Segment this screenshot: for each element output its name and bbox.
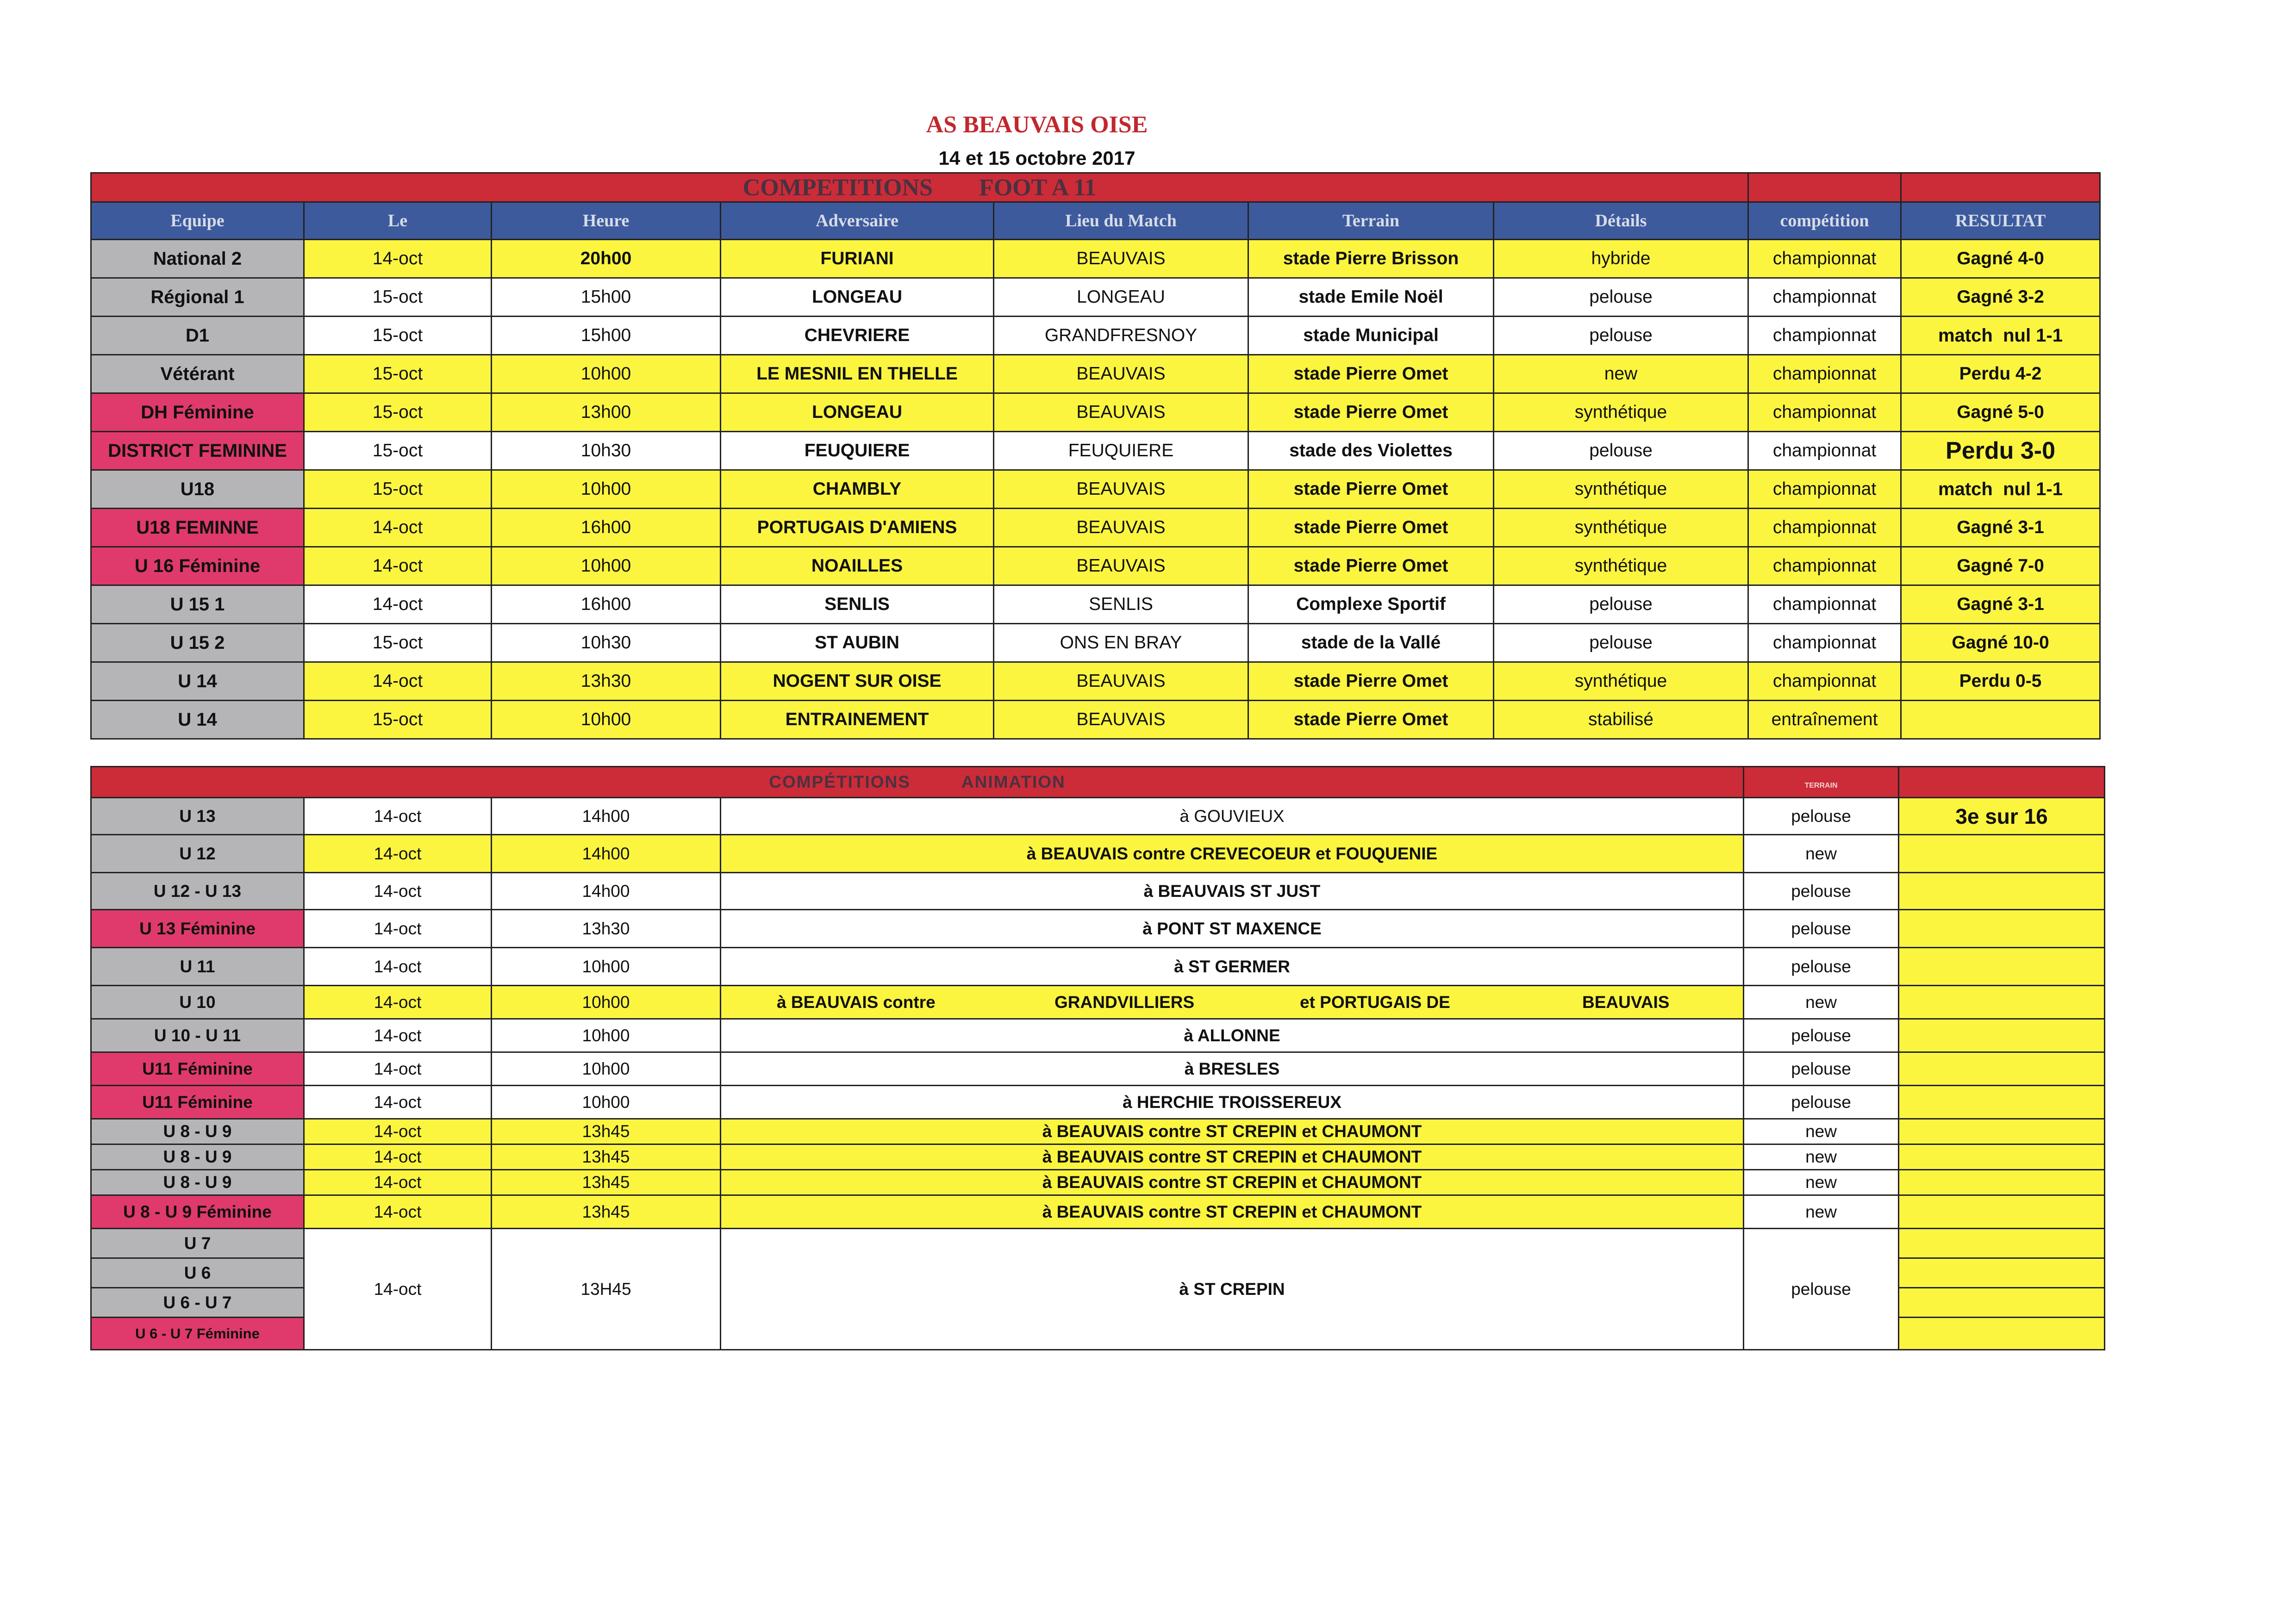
- team-cell: U 10: [91, 986, 304, 1019]
- date-cell: 14-oct: [304, 1195, 492, 1229]
- result-cell: [1901, 701, 2100, 739]
- ground-cell: stade Pierre Omet: [1248, 355, 1494, 393]
- match-cell: à ALLONNE: [721, 1019, 1744, 1052]
- result-cell: [1899, 1195, 2105, 1229]
- ground-cell: stade de la Vallé: [1248, 624, 1494, 662]
- opponent-cell: ST AUBIN: [721, 624, 994, 662]
- time-cell: 10h00: [492, 1052, 721, 1086]
- result-cell: [1899, 1119, 2105, 1144]
- team-cell: DH Féminine: [91, 393, 304, 432]
- result-cell: match nul 1-1: [1901, 470, 2100, 509]
- ground-cell: pelouse: [1744, 1086, 1899, 1119]
- team-cell: DISTRICT FEMININE: [91, 432, 304, 470]
- place-cell: SENLIS: [994, 585, 1248, 624]
- date-cell: 14-oct: [304, 1052, 492, 1086]
- foot11-banner-left: COMPETITIONS: [742, 174, 933, 201]
- opponent-cell: NOAILLES: [721, 547, 994, 585]
- place-cell: FEUQUIERE: [994, 432, 1248, 470]
- ground-cell: stade Pierre Omet: [1248, 470, 1494, 509]
- match-cell: à BEAUVAIS contre ST CREPIN et CHAUMONT: [721, 1119, 1744, 1144]
- team-cell: U 8 - U 9 Féminine: [91, 1195, 304, 1229]
- table-row: [91, 835, 2105, 873]
- ground-cell: stade Pierre Omet: [1248, 393, 1494, 432]
- competition-cell: championnat: [1748, 278, 1901, 317]
- table-row: [91, 986, 2105, 1019]
- team-cell: U 8 - U 9: [91, 1170, 304, 1195]
- animation-table: [90, 766, 2105, 1350]
- details-cell: synthétique: [1494, 393, 1748, 432]
- time-cell: 15h00: [492, 278, 721, 317]
- place-cell: BEAUVAIS: [994, 393, 1248, 432]
- ground-cell: stade des Violettes: [1248, 432, 1494, 470]
- opponent-cell: ENTRAINEMENT: [721, 701, 994, 739]
- opponent-cell: LONGEAU: [721, 278, 994, 317]
- col-header-competition: compétition: [1748, 202, 1901, 240]
- place-cell: BEAUVAIS: [994, 547, 1248, 585]
- date-cell: 14-oct: [304, 1170, 492, 1195]
- ground-cell: stade Municipal: [1248, 317, 1494, 355]
- ground-cell: stade Pierre Omet: [1248, 701, 1494, 739]
- date-cell: 14-oct: [304, 835, 492, 873]
- opponent-cell: NOGENT SUR OISE: [721, 662, 994, 701]
- ground-cell: stade Pierre Brisson: [1248, 240, 1494, 278]
- animation-banner: [91, 767, 2105, 798]
- result-cell: [1899, 910, 2105, 948]
- team-cell: U 14: [91, 662, 304, 701]
- team-cell: National 2: [91, 240, 304, 278]
- ground-cell: new: [1744, 1195, 1899, 1229]
- details-cell: synthétique: [1494, 509, 1748, 547]
- match-cell: [721, 986, 1744, 1019]
- team-cell: D1: [91, 317, 304, 355]
- animation-banner-right: ANIMATION: [961, 772, 1066, 791]
- ground-cell: pelouse: [1744, 873, 1899, 910]
- place-cell: BEAUVAIS: [994, 470, 1248, 509]
- opponent-cell: LONGEAU: [721, 393, 994, 432]
- result-cell: [1899, 835, 2105, 873]
- table-row: [91, 317, 2100, 355]
- date-cell: 15-oct: [304, 317, 492, 355]
- competition-cell: championnat: [1748, 509, 1901, 547]
- col-header-resultat: RESULTAT: [1901, 202, 2100, 240]
- result-cell: [1899, 1052, 2105, 1086]
- table-row: [91, 1086, 2105, 1119]
- team-cell: U18: [91, 470, 304, 509]
- opponent-cell: FEUQUIERE: [721, 432, 994, 470]
- details-cell: synthétique: [1494, 662, 1748, 701]
- date-cell: 14-oct: [304, 873, 492, 910]
- animation-banner-left: COMPÉTITIONS: [769, 772, 911, 791]
- table-row: [91, 1052, 2105, 1086]
- result-cell: Perdu 4-2: [1901, 355, 2100, 393]
- result-cell: Gagné 3-1: [1901, 509, 2100, 547]
- team-cell: U 13 Féminine: [91, 910, 304, 948]
- col-header-equipe: Equipe: [91, 202, 304, 240]
- team-cell: U 12: [91, 835, 304, 873]
- date-cell: 14-oct: [304, 547, 492, 585]
- col-header-le: Le: [304, 202, 492, 240]
- table-row: [91, 910, 2105, 948]
- table-row: [91, 393, 2100, 432]
- team-cell: U11 Féminine: [91, 1052, 304, 1086]
- result-cell: [1899, 1288, 2105, 1318]
- team-cell: U 10 - U 11: [91, 1019, 304, 1052]
- table-row: [91, 432, 2100, 470]
- date-cell: 14-oct: [304, 1119, 492, 1144]
- time-cell: 13h45: [492, 1170, 721, 1195]
- competition-cell: championnat: [1748, 547, 1901, 585]
- ground-cell: new: [1744, 1170, 1899, 1195]
- competition-cell: championnat: [1748, 585, 1901, 624]
- time-cell: 13h30: [492, 910, 721, 948]
- time-cell: 10h00: [492, 948, 721, 986]
- result-cell: Gagné 7-0: [1901, 547, 2100, 585]
- place-cell: BEAUVAIS: [994, 355, 1248, 393]
- time-cell: 15h00: [492, 317, 721, 355]
- result-cell: [1899, 1170, 2105, 1195]
- ground-cell: pelouse: [1744, 798, 1899, 835]
- time-cell: 14h00: [492, 798, 721, 835]
- result-cell: Gagné 10-0: [1901, 624, 2100, 662]
- team-cell: U 15 1: [91, 585, 304, 624]
- col-header-details: Détails: [1494, 202, 1748, 240]
- ground-cell: pelouse: [1744, 910, 1899, 948]
- details-cell: pelouse: [1494, 317, 1748, 355]
- table-row: [91, 585, 2100, 624]
- time-cell: 10h00: [492, 1086, 721, 1119]
- match-cell: à ST CREPIN: [721, 1229, 1744, 1350]
- table-row: [91, 1195, 2105, 1229]
- time-cell: 13h45: [492, 1195, 721, 1229]
- team-cell: U 13: [91, 798, 304, 835]
- table-row: [91, 948, 2105, 986]
- team-cell: U 6 - U 7: [91, 1288, 304, 1318]
- details-cell: stabilisé: [1494, 701, 1748, 739]
- date-cell: 14-oct: [304, 798, 492, 835]
- result-cell: [1899, 873, 2105, 910]
- result-cell: [1899, 986, 2105, 1019]
- team-cell: U 6: [91, 1258, 304, 1288]
- table-row: [91, 873, 2105, 910]
- date-cell: 15-oct: [304, 624, 492, 662]
- match-cell: à BEAUVAIS contre ST CREPIN et CHAUMONT: [721, 1170, 1744, 1195]
- details-cell: synthétique: [1494, 470, 1748, 509]
- date-cell: 14-oct: [304, 948, 492, 986]
- col-header-terrain: Terrain: [1248, 202, 1494, 240]
- competition-cell: championnat: [1748, 662, 1901, 701]
- result-cell: Gagné 5-0: [1901, 393, 2100, 432]
- date-cell: 14-oct: [304, 1144, 492, 1170]
- result-cell: Gagné 3-1: [1901, 585, 2100, 624]
- details-cell: new: [1494, 355, 1748, 393]
- time-cell: 14h00: [492, 873, 721, 910]
- match-cell: à BEAUVAIS contre ST CREPIN et CHAUMONT: [721, 1144, 1744, 1170]
- time-cell: 10h00: [492, 355, 721, 393]
- details-cell: synthétique: [1494, 547, 1748, 585]
- date-cell: 14-oct: [304, 1229, 492, 1350]
- team-cell: U18 FEMINNE: [91, 509, 304, 547]
- team-cell: U 8 - U 9: [91, 1144, 304, 1170]
- table-row: [91, 1170, 2105, 1195]
- result-cell: [1899, 1318, 2105, 1350]
- competition-cell: championnat: [1748, 317, 1901, 355]
- result-cell: Perdu 0-5: [1901, 662, 2100, 701]
- time-cell: 13h45: [492, 1119, 721, 1144]
- team-cell: U11 Féminine: [91, 1086, 304, 1119]
- table-row: [91, 1144, 2105, 1170]
- team-cell: U 11: [91, 948, 304, 986]
- table-row: [91, 547, 2100, 585]
- table-row: [91, 798, 2105, 835]
- foot11-banner: [91, 173, 2100, 202]
- team-cell: U 14: [91, 701, 304, 739]
- time-cell: 10h00: [492, 986, 721, 1019]
- ground-cell: new: [1744, 1144, 1899, 1170]
- competition-cell: championnat: [1748, 470, 1901, 509]
- details-cell: pelouse: [1494, 432, 1748, 470]
- foot11-table: [90, 172, 2101, 740]
- time-cell: 13h30: [492, 662, 721, 701]
- result-cell: match nul 1-1: [1901, 317, 2100, 355]
- date-cell: 15-oct: [304, 278, 492, 317]
- opponent-cell: CHEVRIERE: [721, 317, 994, 355]
- team-cell: U 8 - U 9: [91, 1119, 304, 1144]
- date-cell: 14-oct: [304, 910, 492, 948]
- ground-cell: stade Pierre Omet: [1248, 662, 1494, 701]
- match-part: à BEAUVAIS contre: [777, 992, 936, 1012]
- match-cell: à BEAUVAIS ST JUST: [721, 873, 1744, 910]
- table-row: [91, 509, 2100, 547]
- table-row: [91, 1119, 2105, 1144]
- match-cell: à BEAUVAIS contre CREVECOEUR et FOUQUENIE: [721, 835, 1744, 873]
- place-cell: BEAUVAIS: [994, 701, 1248, 739]
- time-cell: 14h00: [492, 835, 721, 873]
- date-cell: 14-oct: [304, 662, 492, 701]
- ground-cell: new: [1744, 1119, 1899, 1144]
- place-cell: GRANDFRESNOY: [994, 317, 1248, 355]
- date-cell: 14-oct: [304, 585, 492, 624]
- time-cell: 10h00: [492, 470, 721, 509]
- date-cell: 15-oct: [304, 470, 492, 509]
- date-cell: 15-oct: [304, 393, 492, 432]
- result-cell: [1899, 1086, 2105, 1119]
- foot11-banner-blank: [1748, 173, 1901, 202]
- foot11-banner-blank: [1901, 173, 2100, 202]
- opponent-cell: SENLIS: [721, 585, 994, 624]
- table-row: [91, 662, 2100, 701]
- date-cell: 14-oct: [304, 1086, 492, 1119]
- competition-cell: championnat: [1748, 432, 1901, 470]
- opponent-cell: CHAMBLY: [721, 470, 994, 509]
- animation-banner-blank: [1899, 767, 2105, 798]
- result-cell: Gagné 4-0: [1901, 240, 2100, 278]
- col-header-lieu: Lieu du Match: [994, 202, 1248, 240]
- table-row: [91, 1019, 2105, 1052]
- table-row: [91, 355, 2100, 393]
- ground-cell: pelouse: [1744, 1229, 1899, 1350]
- date-cell: 15-oct: [304, 432, 492, 470]
- ground-cell: stade Emile Noël: [1248, 278, 1494, 317]
- opponent-cell: LE MESNIL EN THELLE: [721, 355, 994, 393]
- time-cell: 13h45: [492, 1144, 721, 1170]
- result-cell: [1899, 1258, 2105, 1288]
- details-cell: hybride: [1494, 240, 1748, 278]
- date-cell: 14-oct: [304, 240, 492, 278]
- competition-cell: championnat: [1748, 240, 1901, 278]
- competition-cell: championnat: [1748, 393, 1901, 432]
- date-cell: 15-oct: [304, 701, 492, 739]
- table-row: [91, 624, 2100, 662]
- place-cell: BEAUVAIS: [994, 240, 1248, 278]
- match-part: et PORTUGAIS DE: [1300, 992, 1450, 1012]
- match-part: GRANDVILLIERS: [1054, 992, 1195, 1012]
- result-cell: [1899, 1019, 2105, 1052]
- ground-cell: pelouse: [1744, 1019, 1899, 1052]
- competition-cell: entraînement: [1748, 701, 1901, 739]
- match-part: BEAUVAIS: [1582, 992, 1670, 1012]
- team-cell: U 12 - U 13: [91, 873, 304, 910]
- team-cell: U 7: [91, 1229, 304, 1258]
- match-cell: à GOUVIEUX: [721, 798, 1744, 835]
- table-row: [91, 240, 2100, 278]
- opponent-cell: FURIANI: [721, 240, 994, 278]
- col-header-adversaire: Adversaire: [721, 202, 994, 240]
- match-cell: à PONT ST MAXENCE: [721, 910, 1744, 948]
- time-cell: 13H45: [492, 1229, 721, 1350]
- place-cell: BEAUVAIS: [994, 509, 1248, 547]
- time-cell: 20h00: [492, 240, 721, 278]
- ground-cell: pelouse: [1744, 948, 1899, 986]
- match-cell: à ST GERMER: [721, 948, 1744, 986]
- foot11-header-row: [91, 202, 2100, 240]
- place-cell: ONS EN BRAY: [994, 624, 1248, 662]
- match-cell: à HERCHIE TROISSEREUX: [721, 1086, 1744, 1119]
- team-cell: Vétérant: [91, 355, 304, 393]
- opponent-cell: PORTUGAIS D'AMIENS: [721, 509, 994, 547]
- foot11-banner-title: [91, 173, 1748, 202]
- table-row: [91, 470, 2100, 509]
- place-cell: LONGEAU: [994, 278, 1248, 317]
- animation-banner-title: [91, 767, 1744, 798]
- time-cell: 10h30: [492, 432, 721, 470]
- date-cell: 15-oct: [304, 355, 492, 393]
- time-cell: 16h00: [492, 585, 721, 624]
- result-cell: 3e sur 16: [1899, 798, 2105, 835]
- details-cell: pelouse: [1494, 278, 1748, 317]
- ground-cell: pelouse: [1744, 1052, 1899, 1086]
- page-subtitle: 14 et 15 octobre 2017: [938, 147, 1136, 169]
- team-cell: U 15 2: [91, 624, 304, 662]
- foot11-banner-right: FOOT A 11: [979, 174, 1097, 201]
- competition-cell: championnat: [1748, 355, 1901, 393]
- team-cell: U 16 Féminine: [91, 547, 304, 585]
- team-cell: U 6 - U 7 Féminine: [91, 1318, 304, 1350]
- ground-cell: stade Pierre Omet: [1248, 547, 1494, 585]
- ground-cell: new: [1744, 986, 1899, 1019]
- ground-cell: stade Pierre Omet: [1248, 509, 1494, 547]
- date-cell: 14-oct: [304, 509, 492, 547]
- competition-cell: championnat: [1748, 624, 1901, 662]
- date-cell: 14-oct: [304, 1019, 492, 1052]
- result-cell: Perdu 3-0: [1901, 432, 2100, 470]
- terrain-note: TERRAIN: [1804, 782, 1838, 790]
- animation-banner-terrain: [1744, 767, 1899, 798]
- time-cell: 10h00: [492, 1019, 721, 1052]
- page-title: AS BEAUVAIS OISE: [926, 112, 1148, 138]
- ground-cell: new: [1744, 835, 1899, 873]
- result-cell: [1899, 1229, 2105, 1258]
- place-cell: BEAUVAIS: [994, 662, 1248, 701]
- match-cell: à BRESLES: [721, 1052, 1744, 1086]
- col-header-heure: Heure: [492, 202, 721, 240]
- date-cell: 14-oct: [304, 986, 492, 1019]
- match-cell: à BEAUVAIS contre ST CREPIN et CHAUMONT: [721, 1195, 1744, 1229]
- time-cell: 13h00: [492, 393, 721, 432]
- time-cell: 10h00: [492, 701, 721, 739]
- details-cell: pelouse: [1494, 624, 1748, 662]
- time-cell: 10h00: [492, 547, 721, 585]
- table-row: [91, 701, 2100, 739]
- time-cell: 16h00: [492, 509, 721, 547]
- time-cell: 10h30: [492, 624, 721, 662]
- result-cell: [1899, 948, 2105, 986]
- table-row: [91, 278, 2100, 317]
- details-cell: pelouse: [1494, 585, 1748, 624]
- team-cell: Régional 1: [91, 278, 304, 317]
- result-cell: Gagné 3-2: [1901, 278, 2100, 317]
- result-cell: [1899, 1144, 2105, 1170]
- ground-cell: Complexe Sportif: [1248, 585, 1494, 624]
- table-row: [91, 1229, 2105, 1258]
